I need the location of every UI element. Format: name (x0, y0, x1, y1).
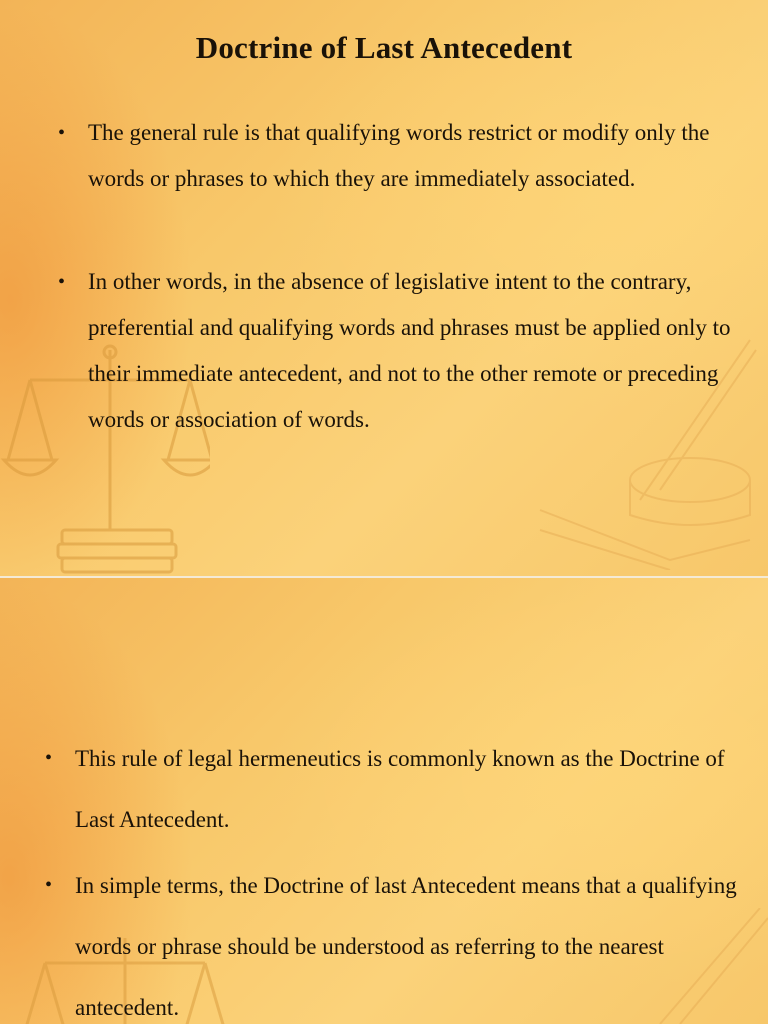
list-item (58, 110, 748, 202)
bullet-icon: • (58, 122, 66, 144)
slide-title: Doctrine of Last Antecedent (195, 30, 573, 65)
slide-2 (0, 578, 768, 1024)
bullet-list (58, 110, 748, 443)
bullet-text: In simple terms, the Doctrine of last Antecedent means that a qualifying words or phrase should be understood as referring to the nearest antecedent. (75, 873, 737, 1020)
bullet-icon: • (45, 747, 53, 769)
list-item (58, 259, 748, 443)
bullet-list (45, 728, 745, 1024)
bullet-text: In other words, in the absence of legislative intent to the contrary, preferential and qualifying words and phrases must be applied only to their immediate antecedent, and not to the other remote or preceding words or association of words. (88, 269, 731, 432)
bullet-icon: • (58, 271, 66, 293)
list-item (45, 855, 745, 1024)
list-item (45, 728, 745, 850)
bullet-text: This rule of legal hermeneutics is commonly known as the Doctrine of Last Antecedent. (75, 746, 725, 832)
bullet-text: The general rule is that qualifying words restrict or modify only the words or phrases to which they are immediately associated. (88, 120, 710, 191)
bullet-icon: • (45, 874, 53, 896)
